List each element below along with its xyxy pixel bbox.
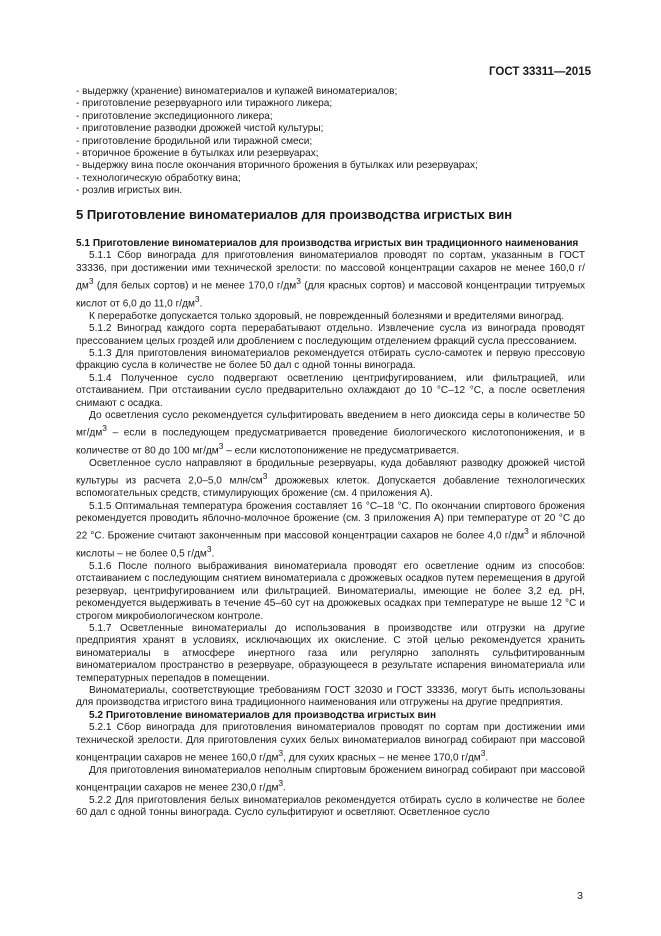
paragraph-5-2-1: 5.2.1 Сбор винограда для приготовления виноматериалов проводят по сортам при достижении ими технической зрелости. Для приготовления сухих белых виноматериалов виноград собирают при массовой концентрации сахаров не менее 160,0 $г/дм^3$, для сухих красных – не менее 170,0 $г/дм^3$. xyxy=(76,722,585,764)
paragraph: Осветленное сусло направляют в бродильные резервуары, куда добавляют разводку дрожжей чистой культуры из расчета 2,0–5,0 млн/$см^3$ дрожжевых клеток. Допускается добавление технологических вспомогательных средств, стимулирующих брожение (см. 4 приложения А). xyxy=(76,458,585,500)
list-item: - технологическую обработку вина; xyxy=(76,172,241,184)
paragraph: К переработке допускается только здоровый, не поврежденный болезнями и вредителями виноград. xyxy=(89,310,565,322)
section-5-heading: 5 Приготовление виноматериалов для производства игристых вин xyxy=(76,206,513,222)
subsection-5-2-heading: 5.2 Приготовление виноматериалов для производства игристых вин xyxy=(89,709,437,721)
list-item: - приготовление бродильной или тиражной смеси; xyxy=(76,135,313,147)
paragraph-5-1-3: 5.1.3 Для приготовления виноматериалов рекомендуется отбирать сусло-самотек и первую прессовую фракцию сусла в количестве не более 50 дал с одной тонны винограда. xyxy=(76,348,585,372)
paragraph: Виноматериалы, соответствующие требованиям ГОСТ 32030 и ГОСТ 33336, могут быть использованы для производства игристого вина традиционного наименования или отгружены на другие предприятия. xyxy=(76,684,585,709)
paragraph: Для приготовления виноматериалов неполным спиртовым брожением виноград собирают при массовой концентрации сахаров не менее 230,0 $г/дм^3$. xyxy=(76,764,585,794)
list-item: - приготовление резервуарного или тиражного ликера; xyxy=(76,98,333,110)
list-item: - выдержку (хранение) виноматериалов и купажей виноматериалов; xyxy=(76,86,398,97)
list-item: - приготовление экспедиционного ликера; xyxy=(76,110,273,122)
page-number: 3 xyxy=(577,890,583,902)
subsection-5-1-heading: 5.1 Приготовление виноматериалов для производства игристых вин традиционного наименования xyxy=(76,238,579,250)
paragraph-5-2-2: 5.2.2 Для приготовления белых виноматериалов рекомендуется отбирать сусло в количестве не более 60 дал с одной тонны винограда. Сусло сульфитируют и осветляют. Осветленное сусло xyxy=(76,794,585,819)
paragraph-5-1-6: 5.1.6 После полного выбраживания виноматериала проводят его осветление одним из способов: отстаиванием с последующим снятием виноматериала с дрожжевых осадков путем перемещения в другой резервуар, центрифугированием или фильтрацией. Виноматериалы, имеющие не более 3,2 ед. рН, рекомендуется выдерживать в течение 45–60 сут на дрожжевых осадках при температуре не выше 12 °С и строгом микробиологическом контроле. xyxy=(76,560,585,622)
standard-code-header: ГОСТ 33311—2015 xyxy=(489,66,591,78)
paragraph-5-1-1: 5.1.1 Сбор винограда для приготовления виноматериалов проводят по сортам, указанным в ГОСТ 33336, при достижении ими технической зрелости: по массовой концентрации сахаров не менее 160,0 $г/дм^3$ (для белых сортов) и не менее 170,0 $г/дм^3$ (для красных сортов) и массовой концентрации титруемых кислот от 6,0 до 11,0 $г/дм^3$. xyxy=(76,250,586,310)
list-item: - выдержку вина после окончания вторичного брожения в бутылках или резервуарах; xyxy=(76,160,478,172)
paragraph-5-1-5: 5.1.5 Оптимальная температура брожения составляет 16 °С–18 °С. По окончании спиртового брожения рекомендуется проводить яблочно-молочное брожение (см. 3 приложения А) при температуре от 20 °С до 22 °С. Брожение считают законченным при массовой концентрации сахаров не более 4,0 $г/дм^3$ и яблочной кислоты – не более 0,5 $г/дм^3$. xyxy=(76,500,585,560)
paragraph-5-1-7: 5.1.7 Осветленные виноматериалы до использования в производстве или отгрузки на другие предприятия хранят в условиях, исключающих их окисление. С этой целью рекомендуется хранить виноматериалы в атмосфере инертного газа или регулярно заполнять сульфитированным виноматериалом пространство в резервуаре, образующееся в результате испарения виноматериала или температурных перепадов в помещении. xyxy=(76,622,585,684)
list-item: - розлив игристых вин. xyxy=(76,185,183,197)
document-body xyxy=(76,86,585,820)
list-item: - вторичное брожение в бутылках или резервуарах; xyxy=(76,148,319,160)
bullet-list xyxy=(76,86,585,198)
paragraph-5-1-4: 5.1.4 Полученное сусло подвергают осветлению центрифугированием, или фильтрацией, или отстаиванием. При отстаивании сусло предварительно охлаждают до 10 °С–12 °С, а после осветления снимают с осадка. xyxy=(76,372,585,409)
paragraph-5-1-2: 5.1.2 Виноград каждого сорта перерабатывают отдельно. Извлечение сусла из винограда проводят прессованием целых гроздей или дроблением с последующим отделением фракций сусла прессованием. xyxy=(76,323,585,347)
list-item: - приготовление разводки дрожжей чистой культуры; xyxy=(76,123,324,135)
paragraph: До осветления сусло рекомендуется сульфитировать введением в него диоксида серы в количестве 50 $мг/дм^3$ – если в последующем предусматривается проведение биологического кислотопонижения, и в количестве от 80 до 100 $мг/дм^3$ – если кислотопонижение не предусматривается. xyxy=(76,410,585,457)
